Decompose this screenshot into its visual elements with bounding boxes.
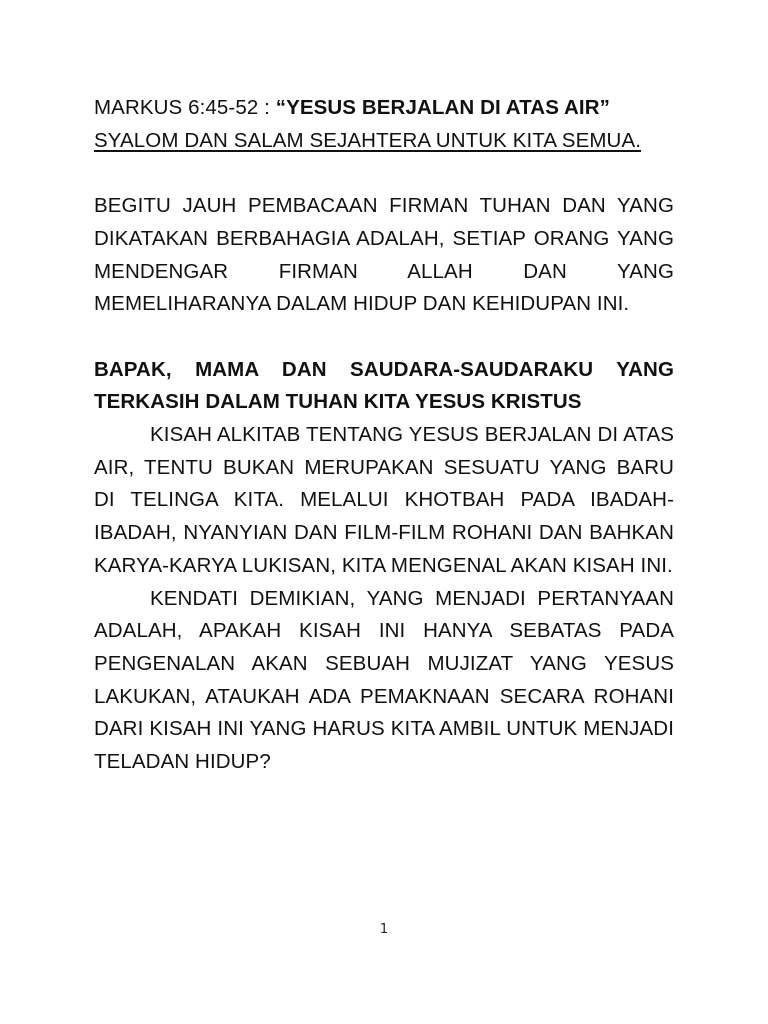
page-number: 1 bbox=[379, 922, 389, 937]
paragraph-opening: BEGITU JAUH PEMBACAAN FIRMAN TUHAN DAN YANG DIKATAKAN BERBAHAGIA ADALAH, SETIAP ORANG YANG MENDENGAR FIRMAN ALLAH DAN YANG MEMELIHARANYA DALAM HIDUP DAN KEHIDUPAN INI. bbox=[94, 194, 674, 316]
congregation-address: BAPAK, MAMA DAN SAUDARA-SAUDARAKU YANG TERKASIH DALAM TUHAN KITA YESUS KRISTUS bbox=[94, 357, 674, 414]
greeting-line: SYALOM DAN SALAM SEJAHTERA UNTUK KITA SEMUA. bbox=[94, 128, 642, 152]
blank-line bbox=[94, 321, 674, 354]
scripture-reference: MARKUS 6:45-52 : bbox=[94, 96, 276, 119]
heading-line bbox=[94, 92, 674, 125]
document-body bbox=[94, 92, 674, 779]
paragraph-story: KISAH ALKITAB TENTANG YESUS BERJALAN DI ATAS AIR, TENTU BUKAN MERUPAKAN SESUATU YANG BARU DI TELINGA KITA. MELALUI KHOTBAH PADA IBADAH-IBADAH, NYANYIAN DAN FILM-FILM ROHANI DAN BAHKAN KARYA-KARYA LUKISAN, KITA MENGENAL AKAN KISAH INI. bbox=[94, 423, 674, 577]
paragraph-question: KENDATI DEMIKIAN, YANG MENJADI PERTANYAAN ADALAH, APAKAH KISAH INI HANYA SEBATAS PADA PENGENALAN AKAN SEBUAH MUJIZAT YANG YESUS LAKUKAN, ATAUKAH ADA PEMAKNAAN SECARA ROHANI DARI KISAH INI YANG HARUS KITA AMBIL UNTUK MENJADI TELADAN HIDUP? bbox=[94, 586, 674, 774]
sermon-title: “YESUS BERJALAN DI ATAS AIR” bbox=[275, 96, 610, 119]
blank-line bbox=[94, 157, 674, 190]
